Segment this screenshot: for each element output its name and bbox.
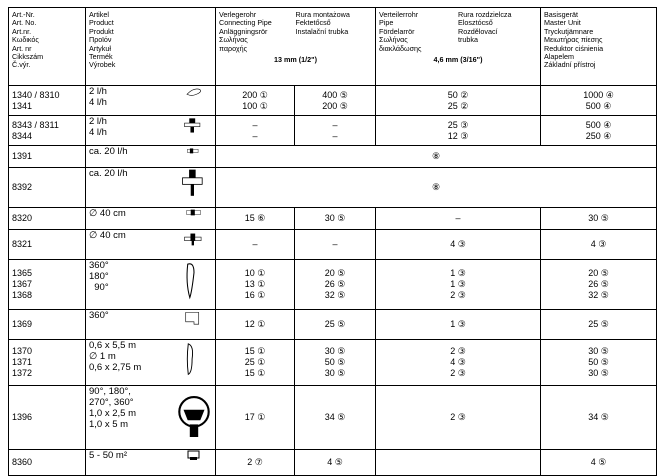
product-cell xyxy=(86,146,216,168)
bubbler-icon xyxy=(173,208,215,229)
header-label: Produkt xyxy=(89,26,114,36)
tee-dripper-icon xyxy=(173,230,215,259)
cell-value: 1371 xyxy=(12,357,33,367)
cell-value: 15 ⑥ xyxy=(244,213,266,223)
product-spec: 5 - 50 m² xyxy=(89,450,128,461)
p13b-cell xyxy=(295,340,376,386)
art-number-cell xyxy=(9,260,86,310)
master-unit-header xyxy=(541,8,657,86)
merged-note-cell: ⑧ xyxy=(216,146,657,168)
p13a-cell xyxy=(216,208,295,230)
p46-cell xyxy=(376,310,541,340)
cell-value: 25 ② xyxy=(447,100,469,111)
base-cell xyxy=(541,208,657,230)
header-label: Σωλήνας xyxy=(379,35,408,45)
cell-value: 26 ⑤ xyxy=(324,279,346,289)
art-number-cell xyxy=(9,146,86,168)
cell-value: 2 ③ xyxy=(450,290,466,300)
art-number-cell xyxy=(9,450,86,476)
cell-value: 2 ⑦ xyxy=(247,457,263,467)
p13a-cell xyxy=(216,386,295,450)
cell-value: 26 ⑤ xyxy=(588,279,609,289)
cell-value: – xyxy=(332,130,338,141)
header-label: Tryckutjämnare xyxy=(544,26,594,36)
header-label: Basisgerät xyxy=(544,10,578,19)
table-row xyxy=(9,168,657,208)
product-cell xyxy=(86,168,216,208)
pipe-13mm-header xyxy=(216,8,376,86)
p13b-cell xyxy=(295,208,376,230)
cell-value: – xyxy=(455,213,461,223)
spray-nozzle-icon xyxy=(173,260,215,309)
base-cell xyxy=(541,116,657,146)
header-label: Rozdělovací xyxy=(458,26,498,36)
cell-value: 1391 xyxy=(12,151,33,161)
cell-value: 500 ④ xyxy=(585,100,612,111)
p13b-cell xyxy=(295,386,376,450)
header-label: Elosztócső xyxy=(458,18,493,28)
pipe13-size: 13 mm (1/2") xyxy=(274,55,317,65)
art-number-cell xyxy=(9,168,86,208)
cell-value: 30 ⑤ xyxy=(324,368,346,378)
product-spec: ca. 20 l/h xyxy=(89,168,128,179)
product-spec: 4 l/h xyxy=(89,97,107,108)
cell-value: 12 ③ xyxy=(447,130,469,141)
cell-value: 8392 xyxy=(12,182,33,192)
product-cell xyxy=(86,386,216,450)
cell-value: 1396 xyxy=(12,412,33,422)
cell-value: 32 ⑤ xyxy=(324,290,346,300)
header-label: trubka xyxy=(458,35,478,45)
cell-value: – xyxy=(332,119,338,130)
header-row xyxy=(9,8,657,86)
cell-value: – xyxy=(252,239,258,249)
product-spec: 90° xyxy=(89,282,109,293)
cell-value: 17 ① xyxy=(244,412,266,422)
header-label: Fektetőcső xyxy=(295,18,331,28)
header-label: Κωδικός xyxy=(12,35,39,45)
cell-value: 1 ③ xyxy=(450,279,466,289)
cell-value: 12 ① xyxy=(244,319,266,329)
product-cell xyxy=(86,310,216,340)
cell-value: 25 ③ xyxy=(447,119,469,130)
base-cell xyxy=(541,340,657,386)
merged-note-cell: ⑧ xyxy=(216,168,657,208)
cell-value: 4 ⑤ xyxy=(590,457,607,467)
header-label: διακλάδωσης xyxy=(379,43,422,53)
header-label: Fördelarrör xyxy=(379,26,415,36)
product-spec: 180° xyxy=(89,271,109,282)
cell-value: 13 ① xyxy=(244,279,266,289)
cell-value: 1000 ④ xyxy=(583,89,614,100)
header-label: Instalační trubka xyxy=(295,26,349,36)
cell-value: 8360 xyxy=(12,457,33,467)
header-label: Master Unit xyxy=(544,18,581,28)
product-cell xyxy=(86,450,216,476)
cell-value: 2 ③ xyxy=(450,346,466,356)
product-spec: 90°, 180°, xyxy=(89,386,131,397)
adjustable-sprayer-icon xyxy=(173,386,215,449)
cell-value: 1 ③ xyxy=(450,319,466,329)
p46-cell xyxy=(376,230,541,260)
cell-value: 200 ⑤ xyxy=(322,100,348,111)
header-label: Art.nr. xyxy=(12,26,32,36)
cell-value: 25 ⑤ xyxy=(324,319,346,329)
cell-value: 10 ① xyxy=(244,268,266,278)
product-cell xyxy=(86,260,216,310)
p13b-cell xyxy=(295,260,376,310)
p13a-cell xyxy=(216,260,295,310)
header-label: Art. nr xyxy=(12,43,32,53)
cell-value: 15 ① xyxy=(244,368,266,378)
sprinkler-stake-icon xyxy=(173,168,215,207)
cell-value: 1 ③ xyxy=(450,268,466,278)
cell-value: 25 ① xyxy=(244,357,266,367)
cell-value: 8343 / 8311 xyxy=(12,119,59,130)
cell-value: – xyxy=(252,130,258,141)
product-cell xyxy=(86,86,216,116)
cell-value: 30 ⑤ xyxy=(588,368,609,378)
header-label: Rura rozdzielcza xyxy=(458,10,512,19)
cell-value: 1370 xyxy=(12,346,33,356)
header-label: Product xyxy=(89,18,114,28)
cell-value: 1340 / 8310 xyxy=(12,89,60,100)
cell-value: 1369 xyxy=(12,319,33,329)
base-cell xyxy=(541,86,657,116)
cell-value: 100 ① xyxy=(242,100,268,111)
table-row xyxy=(9,208,657,230)
art-number-cell xyxy=(9,340,86,386)
valve-icon xyxy=(173,146,215,167)
p46-cell xyxy=(376,386,541,450)
base-cell xyxy=(541,450,657,476)
cell-value: 4 ③ xyxy=(450,357,466,367)
product-spec: 1,0 x 2,5 m xyxy=(89,408,136,419)
product-spec: 2 l/h xyxy=(89,86,107,97)
table-row xyxy=(9,340,657,386)
art-number-cell xyxy=(9,208,86,230)
cell-value: 25 ⑤ xyxy=(588,319,609,329)
pipe46b-labels xyxy=(458,11,537,53)
table-row xyxy=(9,230,657,260)
p46-cell xyxy=(376,86,541,116)
p13a-cell xyxy=(216,116,295,146)
cell-value: 2 ③ xyxy=(450,412,466,422)
p13a-cell xyxy=(216,230,295,260)
p46-cell xyxy=(376,116,541,146)
cell-value: 200 ① xyxy=(242,89,268,100)
table-row xyxy=(9,86,657,116)
product-spec: ∅ 1 m xyxy=(89,351,116,362)
cell-value: 50 ② xyxy=(447,89,469,100)
cell-value: – xyxy=(252,119,258,130)
p13a-cell xyxy=(216,450,295,476)
product-spec: 270°, 360° xyxy=(89,397,134,408)
base-cell xyxy=(541,230,657,260)
p13a-cell xyxy=(216,310,295,340)
cell-value: 34 ⑤ xyxy=(324,412,346,422)
base-cell xyxy=(541,260,657,310)
pipe46a-labels xyxy=(379,11,458,53)
compatibility-table xyxy=(8,7,657,476)
cell-value: 8320 xyxy=(12,213,33,223)
product-cell xyxy=(86,230,216,260)
header-label: Anläggningsrör xyxy=(219,26,268,36)
p46-cell xyxy=(376,450,541,476)
header-label: Č.výr. xyxy=(12,60,31,70)
product-cell xyxy=(86,116,216,146)
cell-value: 8344 xyxy=(12,130,33,141)
table-row xyxy=(9,146,657,168)
table-row xyxy=(9,450,657,476)
cell-value: 1341 xyxy=(12,100,33,111)
cell-value: 30 ⑤ xyxy=(588,346,609,356)
table-row xyxy=(9,260,657,310)
header-label: Μειωτήρας πίεσης xyxy=(544,35,603,45)
p46-cell xyxy=(376,340,541,386)
pipe46-size: 4,6 mm (3/16") xyxy=(433,55,483,65)
p13b-cell xyxy=(295,450,376,476)
art-number-cell xyxy=(9,86,86,116)
cell-value: 20 ⑤ xyxy=(324,268,346,278)
header-label: Výrobek xyxy=(89,60,116,70)
header-label: Pipe xyxy=(379,18,394,28)
product-spec: 360° xyxy=(89,260,109,271)
p13b-cell xyxy=(295,116,376,146)
cell-value: 1365 xyxy=(12,268,33,278)
cell-value: 1367 xyxy=(12,279,33,289)
p46-cell xyxy=(376,260,541,310)
pipe13b-labels xyxy=(296,11,373,53)
cell-value: 16 ① xyxy=(244,290,266,300)
art-number-cell xyxy=(9,116,86,146)
cell-value: 1372 xyxy=(12,368,33,378)
product-cell xyxy=(86,340,216,386)
cell-value: 4 ③ xyxy=(450,239,466,249)
product-cell xyxy=(86,208,216,230)
header-label: Art. No. xyxy=(12,18,37,28)
cell-value: 4 ③ xyxy=(590,239,607,249)
product-spec: 2 l/h xyxy=(89,116,107,127)
product-spec: 0,6 x 2,75 m xyxy=(89,362,142,373)
header-label: Cikkszám xyxy=(12,52,44,62)
cell-value: 250 ④ xyxy=(585,130,612,141)
base-cell xyxy=(541,386,657,450)
p13a-cell xyxy=(216,340,295,386)
pipe13a-labels xyxy=(219,11,296,53)
micro-sprinkler-icon xyxy=(173,450,215,475)
cell-value: 50 ⑤ xyxy=(324,357,346,367)
cell-value: 30 ⑤ xyxy=(588,213,609,223)
product-spec: 4 l/h xyxy=(89,127,107,138)
art-number-cell xyxy=(9,230,86,260)
p13b-cell xyxy=(295,310,376,340)
header-label: Προϊόν xyxy=(89,35,112,45)
art-number-cell xyxy=(9,386,86,450)
header-label: Artykuł xyxy=(89,43,111,53)
pipe-46mm-header xyxy=(376,8,541,86)
p46-cell xyxy=(376,208,541,230)
strip-nozzle-icon xyxy=(173,340,215,385)
square-nozzle-icon xyxy=(173,310,215,339)
cell-value: – xyxy=(332,239,338,249)
product-spec: 0,6 x 5,5 m xyxy=(89,340,136,351)
cell-value: 400 ⑤ xyxy=(322,89,348,100)
product-spec: ∅ 40 cm xyxy=(89,208,126,219)
dripper-icon xyxy=(173,86,215,115)
header-label: παροχής xyxy=(219,43,248,53)
cell-value: 2 ③ xyxy=(450,368,466,378)
product-spec: 360° xyxy=(89,310,109,321)
header-label: Reduktor ciśnienia xyxy=(544,43,604,53)
product-spec: 1,0 x 5 m xyxy=(89,419,129,430)
header-label: Základní přístroj xyxy=(544,60,596,70)
header-label: Connecting Pipe xyxy=(219,18,272,28)
art-number-header xyxy=(9,8,86,86)
product-header xyxy=(86,8,216,86)
cell-value: 20 ⑤ xyxy=(588,268,609,278)
cell-value: 4 ⑤ xyxy=(327,457,343,467)
table-row xyxy=(9,386,657,450)
table-row xyxy=(9,310,657,340)
base-cell xyxy=(541,310,657,340)
header-label: Verlegerohr xyxy=(219,10,257,19)
cell-value: 8321 xyxy=(12,239,33,249)
cell-value: 50 ⑤ xyxy=(588,357,609,367)
product-spec: ∅ 40 cm xyxy=(89,230,126,241)
header-label: Termék xyxy=(89,52,113,62)
header-label: Verteilerrohr xyxy=(379,10,419,19)
header-label: Art.-Nr. xyxy=(12,10,35,19)
p13b-cell xyxy=(295,86,376,116)
cell-value: 15 ① xyxy=(244,346,266,356)
table-row xyxy=(9,116,657,146)
p13a-cell xyxy=(216,86,295,116)
cell-value: 1368 xyxy=(12,290,33,300)
cell-value: 34 ⑤ xyxy=(588,412,609,422)
header-label: Artikel xyxy=(89,10,109,19)
cell-value: 30 ⑤ xyxy=(324,346,346,356)
cell-value: 30 ⑤ xyxy=(324,213,346,223)
cell-value: 500 ④ xyxy=(585,119,612,130)
header-label: Alapelem xyxy=(544,52,574,62)
inline-dripper-icon xyxy=(173,116,215,145)
art-number-cell xyxy=(9,310,86,340)
header-label: Rura montażowa xyxy=(295,10,350,19)
cell-value: 32 ⑤ xyxy=(588,290,609,300)
product-spec: ca. 20 l/h xyxy=(89,146,128,157)
p13b-cell xyxy=(295,230,376,260)
header-label: Σωλήνας xyxy=(219,35,248,45)
